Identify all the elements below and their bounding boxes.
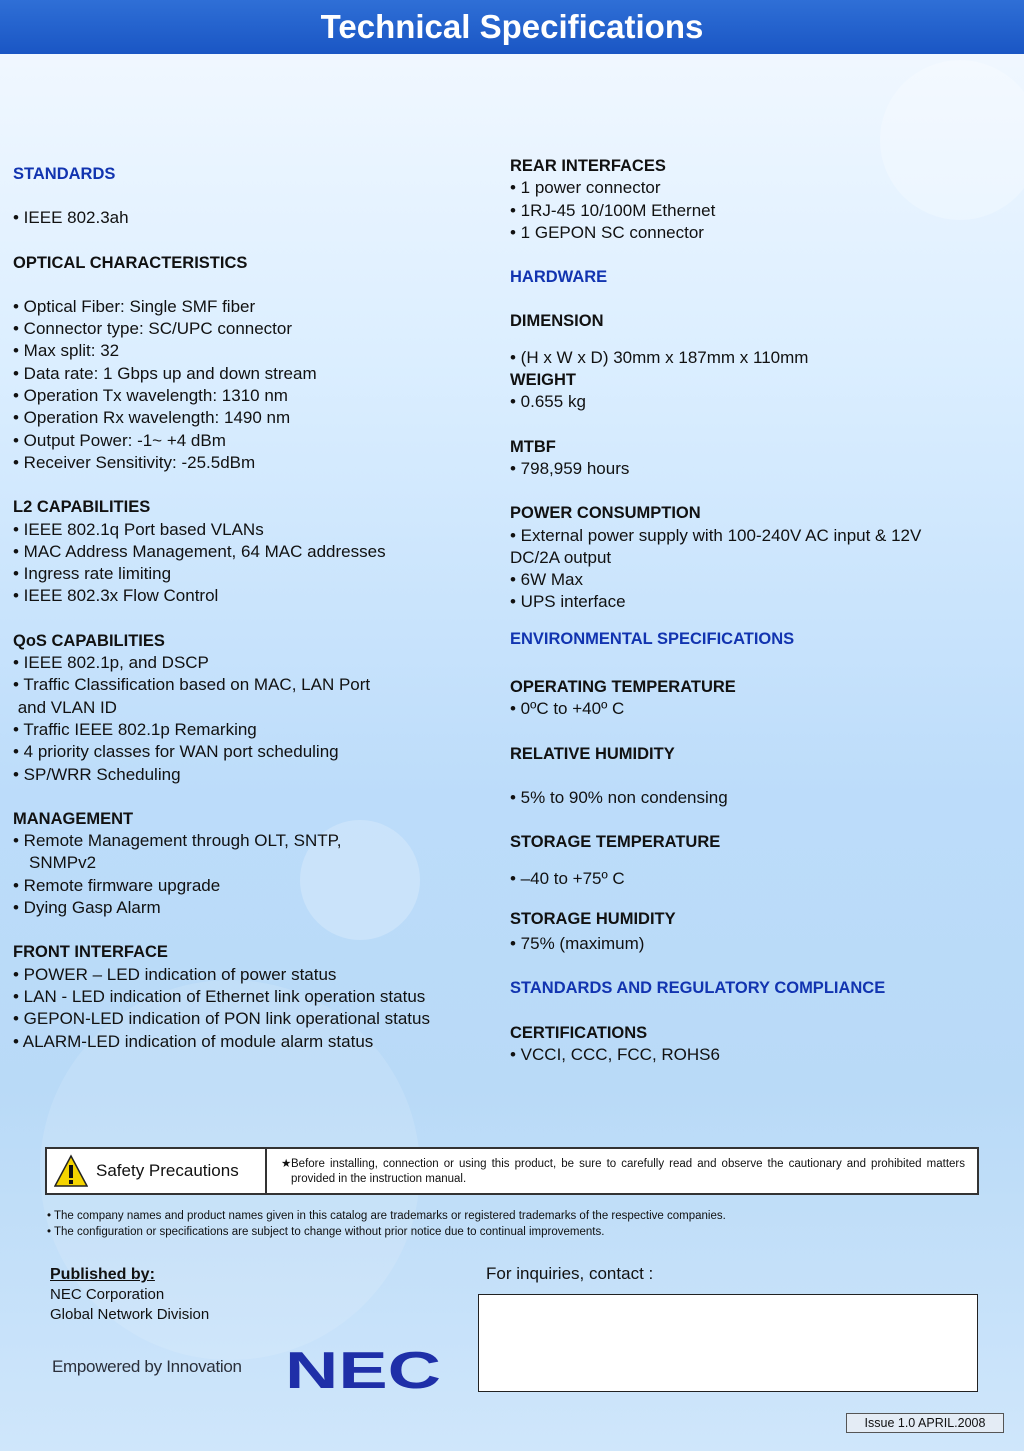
safety-label: Safety Precautions <box>96 1161 239 1180</box>
spec-item: • –40 to +75º C <box>510 868 625 888</box>
spec-item: • Data rate: 1 Gbps up and down stream <box>13 363 317 383</box>
spec-item: SNMPv2 <box>29 853 97 873</box>
footnote: • The configuration or specifications are subject to change without prior notice due to continual improvements. <box>47 1225 605 1238</box>
storage-temperature-heading: STORAGE TEMPERATURE <box>510 833 721 852</box>
page-title: Technical Specifications <box>0 0 1024 54</box>
hardware-heading: HARDWARE <box>510 268 608 287</box>
environmental-heading: ENVIRONMENTAL SPECIFICATIONS <box>510 629 795 648</box>
spec-item: • SP/WRR Scheduling <box>13 764 181 784</box>
spec-item: • Traffic Classification based on MAC, LAN Port <box>13 675 371 695</box>
spec-item: • Max split: 32 <box>13 341 120 361</box>
safety-precautions-box <box>45 1147 979 1195</box>
safety-text-cell <box>267 1149 977 1193</box>
spec-item: • Output Power: -1~ +4 dBm <box>13 430 226 450</box>
nec-logo <box>283 1346 443 1392</box>
weight-heading: WEIGHT <box>510 371 576 390</box>
operating-temperature-heading: OPERATING TEMPERATURE <box>510 678 736 697</box>
standards-heading: STANDARDS <box>13 165 116 183</box>
storage-humidity-heading: STORAGE HUMIDITY <box>510 909 676 928</box>
inquiries-contact-box <box>478 1294 978 1392</box>
spec-item: • 1 power connector <box>510 178 661 198</box>
tagline: Empowered by Innovation <box>52 1357 242 1376</box>
compliance-heading: STANDARDS AND REGULATORY COMPLIANCE <box>510 979 886 998</box>
mtbf-heading: MTBF <box>510 437 556 456</box>
star-icon: ★ <box>281 1158 292 1170</box>
l2-heading: L2 CAPABILITIES <box>13 498 151 517</box>
spec-item: • POWER – LED indication of power status <box>13 964 337 984</box>
spec-item: • Traffic IEEE 802.1p Remarking <box>13 719 257 739</box>
publisher-name: NEC Corporation <box>50 1286 165 1303</box>
spec-item: • Dying Gasp Alarm <box>13 898 161 918</box>
spec-item: • 75% (maximum) <box>510 934 645 954</box>
spec-item: • VCCI, CCC, FCC, ROHS6 <box>510 1045 720 1065</box>
power-consumption-heading: POWER CONSUMPTION <box>510 504 701 523</box>
left-spec-column <box>13 163 483 1053</box>
spec-item: • 5% to 90% non condensing <box>510 787 728 807</box>
spec-item: • IEEE 802.1q Port based VLANs <box>13 519 264 539</box>
spec-item: • Operation Rx wavelength: 1490 nm <box>13 408 291 428</box>
spec-item: • IEEE 802.3x Flow Control <box>13 586 219 606</box>
spec-item: • 0.655 kg <box>510 392 586 412</box>
spec-item: • 1 GEPON SC connector <box>510 222 704 242</box>
footnotes <box>47 1209 726 1240</box>
publisher-division: Global Network Division <box>50 1306 210 1323</box>
issue-badge: Issue 1.0 APRIL.2008 <box>846 1413 1004 1433</box>
spec-item: DC/2A output <box>510 547 612 567</box>
management-heading: MANAGEMENT <box>13 809 134 828</box>
spec-item: • External power supply with 100-240V AC input & 12V <box>510 525 922 545</box>
front-interface-heading: FRONT INTERFACE <box>13 943 168 962</box>
spec-item: • (H x W x D) 30mm x 187mm x 110mm <box>510 347 809 367</box>
relative-humidity-heading: RELATIVE HUMIDITY <box>510 744 675 763</box>
spec-item: • Receiver Sensitivity: -25.5dBm <box>13 452 256 472</box>
spec-item: • 1RJ-45 10/100M Ethernet <box>510 200 716 220</box>
spec-item: • LAN - LED indication of Ethernet link operation status <box>13 986 426 1006</box>
spec-item: • 4 priority classes for WAN port scheduling <box>13 742 339 762</box>
spec-item: • 798,959 hours <box>510 458 630 478</box>
spec-item: • MAC Address Management, 64 MAC addresses <box>13 541 386 561</box>
spec-item: • Remote firmware upgrade <box>13 875 221 895</box>
published-by-heading: Published by: <box>50 1266 155 1283</box>
publisher-block <box>50 1265 209 1325</box>
qos-heading: QoS CAPABILITIES <box>13 631 165 650</box>
spec-item: • 6W Max <box>510 570 584 590</box>
spec-item: and VLAN ID <box>13 697 117 717</box>
spec-item: • Ingress rate limiting <box>13 564 172 584</box>
right-spec-column <box>510 155 1010 1066</box>
logo-text: NEC <box>285 1346 441 1392</box>
optical-heading: OPTICAL CHARACTERISTICS <box>13 253 248 272</box>
dimension-heading: DIMENSION <box>510 312 604 331</box>
spec-item: • Remote Management through OLT, SNTP, <box>13 831 342 851</box>
rear-interfaces-heading: REAR INTERFACES <box>510 157 666 175</box>
spec-item: • UPS interface <box>510 592 626 612</box>
safety-label-cell <box>47 1149 267 1193</box>
spec-item: • ALARM-LED indication of module alarm status <box>13 1031 374 1051</box>
warning-icon <box>54 1154 88 1188</box>
safety-text: Before installing, connection or using this product, be sure to carefully read and observe the cautionary and prohibited matters provided in the instruction manual. <box>291 1158 965 1185</box>
spec-item: • IEEE 802.1p, and DSCP <box>13 653 209 673</box>
spec-item: • IEEE 802.3ah <box>13 208 129 228</box>
spec-item: • Connector type: SC/UPC connector <box>13 319 293 339</box>
footnote: • The company names and product names given in this catalog are trademarks or registered trademarks of the respective companies. <box>47 1210 726 1222</box>
spec-item: • Operation Tx wavelength: 1310 nm <box>13 386 288 406</box>
inquiries-label: For inquiries, contact : <box>486 1264 654 1283</box>
spec-item: • 0ºC to +40º C <box>510 699 625 719</box>
spec-item: • Optical Fiber: Single SMF fiber <box>13 296 256 316</box>
spec-item: • GEPON-LED indication of PON link operational status <box>13 1009 430 1029</box>
certifications-heading: CERTIFICATIONS <box>510 1023 648 1042</box>
